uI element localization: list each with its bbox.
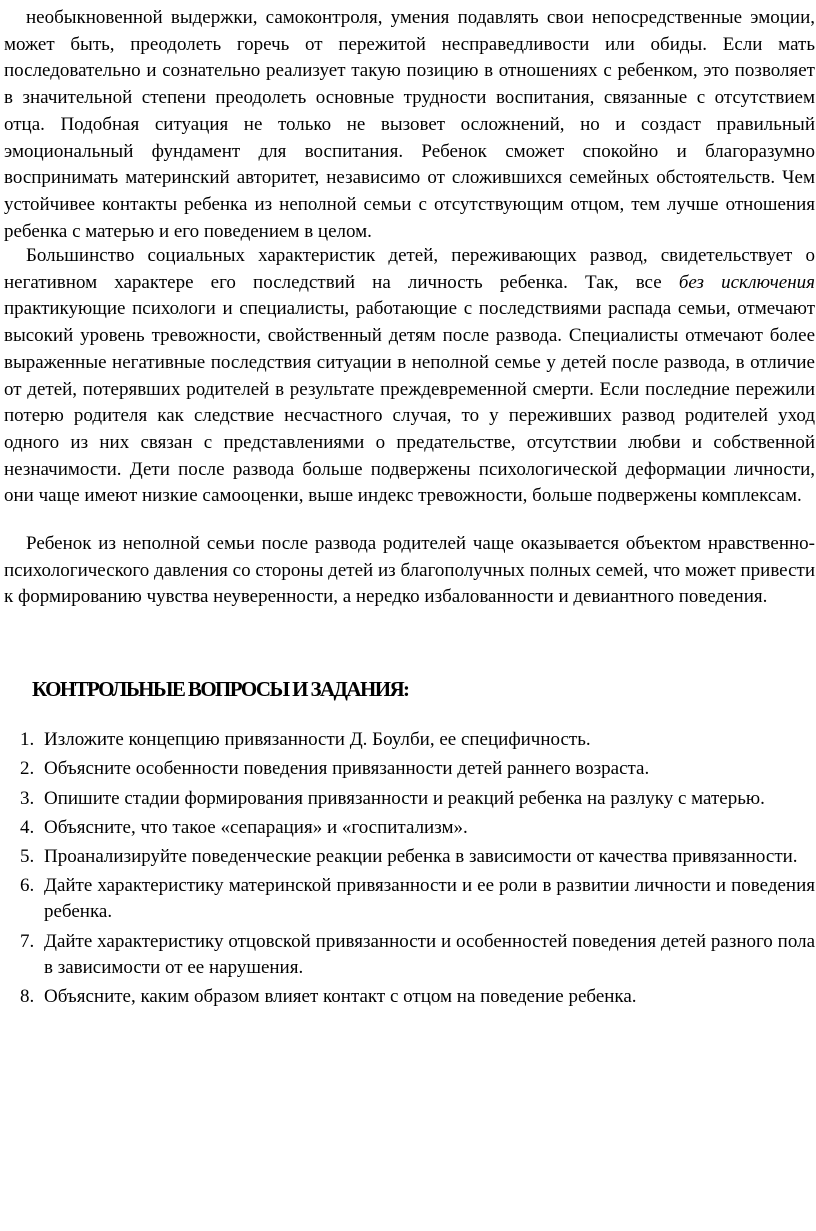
question-text: Проанализируйте поведенческие реакции ребенка в зависимости от качества привязанности.: [44, 846, 798, 868]
question-number: 1.: [20, 729, 35, 750]
paragraph-peer-pressure: Ребенок из неполной семьи после развода родителей чаще оказывается объектом нравственно-психологического давления со стороны детей из благополучных полных семей, что может привести к формированию чувства неуверенности, а нередко избалованности и девиантного поведения.: [4, 533, 815, 608]
paragraph-father-absence: необыкновенной выдержки, самоконтроля, умения подавлять свои непосредственные эмоции, может быть, преодолеть горечь от пережитой несправедливости или обиды. Если мать последовательно и сознательно реализует такую позицию в отношениях с ребенком, это позволяет в значительной степени преодолеть основные трудности воспитания, связанные с отсутствием отца. Подобная ситуация не только не вызовет осложнений, но и создаст правильный эмоциональный фундамент для воспитания. Ребенок сможет спокойно и благоразумно воспринимать материнский авторитет, независимо от сложившихся семейных обстоятельств. Чем устойчивее контакты ребенка из неполной семьи с отсутствующим отцом, тем лучше отношения ребенка с матерью и его поведением в целом.: [4, 7, 815, 242]
question-item: [4, 756, 815, 782]
paragraph-divorce-effects-emphasis: без исключения: [678, 271, 815, 293]
question-text: Дайте характеристику отцовской привязанности и особенностей поведения детей разного пола в зависимости от ее нарушения.: [44, 930, 815, 978]
question-item: [4, 727, 815, 753]
question-item: [4, 984, 815, 1010]
paragraph-divorce-effects-part-1: Большинство социальных характеристик детей, переживающих развод, свидетельствует о негативном характере его последствий на личность ребенка. Так, все: [4, 245, 815, 293]
questions-list: [4, 727, 815, 1013]
question-number: 3.: [20, 787, 35, 809]
question-text: Объясните особенности поведения привязанности детей раннего возраста.: [44, 758, 650, 780]
question-number: 8.: [20, 986, 35, 1008]
question-number: 4.: [20, 816, 35, 838]
question-item: [4, 844, 815, 870]
question-number: 5.: [20, 846, 35, 868]
question-item: [4, 786, 815, 812]
question-text: Объясните, каким образом влияет контакт с отцом на поведение ребенка.: [44, 986, 637, 1008]
question-item: [4, 873, 815, 925]
question-number: 2.: [20, 758, 35, 780]
question-text: Объясните, что такое «сепарация» и «госпитализм».: [44, 816, 468, 838]
question-text: Изложите концепцию привязанности Д. Боулби, ее специфичность.: [44, 729, 591, 750]
question-item: [4, 815, 815, 841]
paragraph-divorce-effects-part-2: практикующие психологи и специалисты, работающие с последствиями распада семьи, отмечают высокий уровень тревожности, свойственный детям после развода. Специалисты отмечают более выраженные негативные последствия ситуации в неполной семье у детей после развода, в отличие от детей, потерявших родителей в результате преждевременной смерти. Если последние пережили потерю родителя как следствие несчастного случая, то у переживших развод родителей уход одного из них связан с представлениями о предательстве, отсутствии любви и собственной незначимости. Дети после развода больше подвержены психологической деформации личности, они чаще имеют низкие самооценки, выше индекс тревожности, больше подвержены комплексам.: [4, 298, 815, 507]
question-number: 6.: [20, 875, 35, 897]
question-item: [4, 929, 815, 981]
question-text: Дайте характеристику материнской привязанности и ее роли в развитии личности и поведения ребенка.: [44, 875, 815, 923]
paragraph-divorce-effects: [4, 243, 815, 510]
questions-heading: КОНТРОЛЬНЫЕ ВОПРОСЫ И ЗАДАНИЯ:: [32, 677, 409, 701]
question-number: 7.: [20, 930, 35, 952]
question-text: Опишите стадии формирования привязанности и реакций ребенка на разлуку с матерью.: [44, 787, 765, 809]
